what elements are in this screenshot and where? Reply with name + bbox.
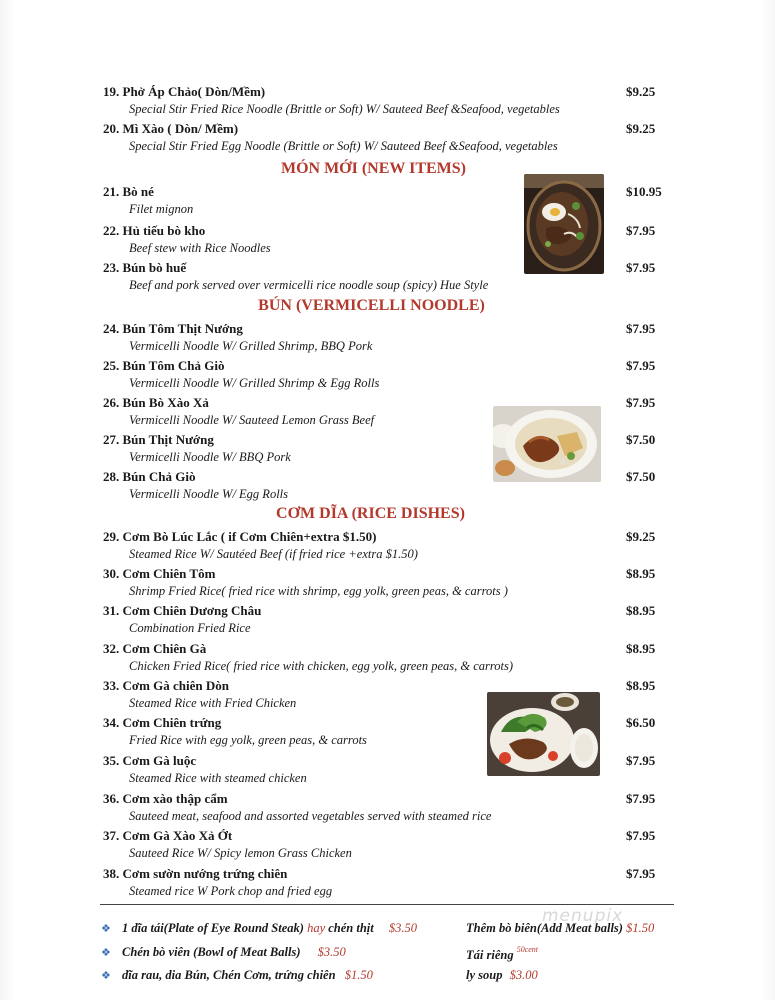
item-price: $10.95: [626, 184, 662, 199]
item-desc: Beef and pork served over vermicelli rice noodle soup (spicy) Hue Style: [129, 278, 489, 292]
item-desc: Steamed Rice with steamed chicken: [129, 771, 307, 785]
item-desc: Vermicelli Noodle W/ Sauteed Lemon Grass Beef: [129, 413, 375, 427]
item-name: 31. Cơm Chiên Dương Châu: [103, 603, 262, 618]
item-price: $8.95: [626, 641, 656, 656]
item-price: $7.95: [626, 223, 656, 238]
item-name: 32. Cơm Chiên Gà: [103, 641, 207, 656]
item-price: $7.50: [626, 469, 656, 484]
extra-line-2-right: Tái riêng $^{50cent}$: [466, 945, 539, 962]
item-name: 27. Bún Thịt Nướng: [103, 432, 214, 447]
item-desc: Special Stir Fried Rice Noodle (Brittle or Soft) W/ Sauteed Beef &Seafood, vegetables: [129, 102, 560, 116]
item-desc: Chicken Fried Rice( fried rice with chicken, egg yolk, green peas, & carrots): [129, 659, 514, 673]
item-price: $7.50: [626, 432, 656, 447]
item-name: 19. Phở Áp Chảo( Dòn/Mềm): [103, 84, 266, 99]
item-desc: Vermicelli Noodle W/ BBQ Pork: [129, 450, 291, 464]
item-name: 23. Bún bò huế: [103, 260, 187, 275]
item-desc: Steamed Rice with Fried Chicken: [129, 696, 297, 710]
item-name: 24. Bún Tôm Thịt Nướng: [103, 321, 243, 336]
item-name: 35. Cơm Gà luộc: [103, 753, 197, 768]
item-price: $8.95: [626, 603, 656, 618]
item-price: $8.95: [626, 566, 656, 581]
bullet-icon: ❖: [101, 947, 111, 959]
item-name: 22. Hủ tiếu bò kho: [103, 223, 206, 238]
extra-line-1-right: Thêm bò biên(Add Meat balls) $1.50: [466, 921, 655, 935]
item-desc: Shrimp Fried Rice( fried rice with shrimp, egg yolk, green peas, & carrots ): [129, 584, 508, 598]
item-desc: Combination Fried Rice: [129, 621, 251, 635]
item-price: $7.95: [626, 866, 656, 881]
item-name: 20. Mì Xào ( Dòn/ Mềm): [103, 121, 239, 136]
item-desc: Beef stew with Rice Noodles: [129, 241, 271, 255]
item-price: $7.95: [626, 358, 656, 373]
item-name: 29. Cơm Bò Lúc Lắc ( if Cơm Chiên+extra $1.50): [103, 529, 377, 544]
item-price: $9.25: [626, 529, 656, 544]
item-name: 37. Cơm Gà Xào Xả Ớt: [103, 828, 233, 843]
item-desc: Steamed Rice W/ Sautéed Beef (if fried rice +extra $1.50): [129, 547, 418, 561]
section-heading-bun: BÚN (VERMICELLI NOODLE): [258, 297, 485, 314]
extra-line-3: dĩa rau, dia Bún, Chén Cơm, trứng chiên $1.50: [122, 968, 373, 982]
item-price: $8.95: [626, 678, 656, 693]
item-price: $7.95: [626, 828, 656, 843]
item-price: $7.95: [626, 791, 656, 806]
section-heading-new-items: MÓN MỚI (NEW ITEMS): [280, 160, 467, 177]
item-name: 36. Cơm xào thập cẩm: [103, 791, 228, 806]
item-price: $9.25: [626, 84, 656, 99]
item-name: 25. Bún Tôm Chả Giò: [103, 358, 225, 373]
item-name: 33. Cơm Gà chiên Dòn: [103, 678, 230, 693]
item-desc: Sauteed Rice W/ Spicy lemon Grass Chicken: [129, 846, 352, 860]
item-price: $7.95: [626, 260, 656, 275]
item-price: $9.25: [626, 121, 656, 136]
extra-line-2: Chén bò viên (Bowl of Meat Balls) $3.50: [122, 945, 346, 959]
item-name: 28. Bún Chả Giò: [103, 469, 196, 484]
item-name: 34. Cơm Chiên trứng: [103, 715, 222, 730]
watermark: menupix: [542, 906, 624, 926]
bullet-icon: ❖: [101, 923, 111, 935]
item-name: 21. Bò né: [103, 184, 154, 199]
item-price: $7.95: [626, 753, 656, 768]
item-name: 26. Bún Bò Xào Xả: [103, 395, 209, 410]
bullet-icon: ❖: [101, 970, 111, 982]
section-heading-com: CƠM DĨA (RICE DISHES): [276, 505, 465, 522]
item-price: $6.50: [626, 715, 656, 730]
item-price: $7.95: [626, 321, 656, 336]
item-desc: Vermicelli Noodle W/ Grilled Shrimp & Egg Rolls: [129, 376, 380, 390]
item-price: $7.95: [626, 395, 656, 410]
item-desc: Vermicelli Noodle W/ Egg Rolls: [129, 487, 289, 501]
item-desc: Steamed rice W Pork chop and fried egg: [129, 884, 333, 898]
item-desc: Sauteed meat, seafood and assorted vegetables served with steamed rice: [129, 809, 492, 823]
item-desc: Fried Rice with egg yolk, green peas, & carrots: [129, 733, 367, 747]
item-name: 38. Cơm sườn nướng trứng chiên: [103, 866, 288, 881]
item-desc: Vermicelli Noodle W/ Grilled Shrimp, BBQ Pork: [129, 339, 373, 353]
item-desc: Special Stir Fried Egg Noodle (Brittle or Soft) W/ Sauteed Beef &Seafood, vegetables: [129, 139, 558, 153]
extra-line-3-right: ly soup $3.00: [466, 968, 538, 982]
item-name: 30. Cơm Chiên Tôm: [103, 566, 216, 581]
extra-line-1: 1 dĩa tái(Plate of Eye Round Steak) hay chén thịt $3.50: [122, 921, 417, 935]
item-desc: Filet mignon: [129, 202, 194, 216]
